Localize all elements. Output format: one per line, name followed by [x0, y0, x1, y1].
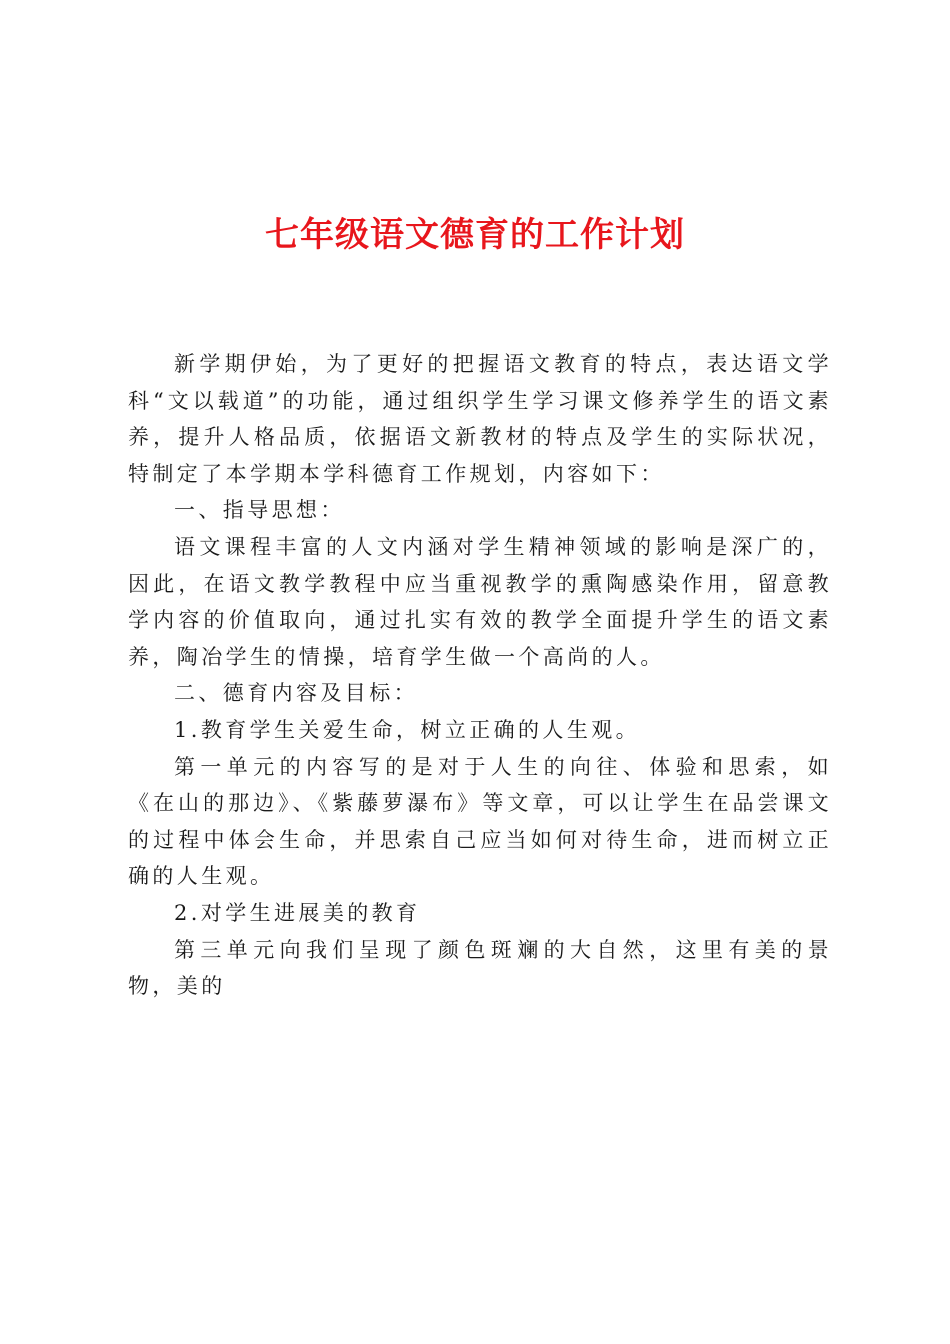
subheading-life-education: 1.教育学生关爱生命，树立正确的人生观。: [174, 717, 641, 742]
document-body: [128, 346, 832, 1005]
document-title: 七年级语文德育的工作计划: [265, 215, 685, 255]
heading-content-goals: 二、德育内容及目标：: [174, 681, 418, 706]
paragraph-guiding-thought: 语文课程丰富的人文内涵对学生精神领域的影响是深广的，因此，在语文教学教程中应当重视教学的熏陶感染作用，留意教学内容的价值取向，通过扎实有效的教学全面提升学生的语文素养，陶冶学生的情操，培育学生做一个高尚的人。: [128, 534, 832, 669]
paragraph-unit-one: 第一单元的内容写的是对于人生的向往、体验和思索，如《在山的那边》、《紫藤萝瀑布》等文章，可以让学生在品尝课文的过程中体会生命，并思索自己应当如何对待生命，进而树立正确的人生观。: [128, 754, 832, 889]
heading-guiding-thought: 一、指导思想：: [174, 498, 345, 523]
paragraph-unit-three: 第三单元向我们呈现了颜色斑斓的大自然，这里有美的景物，美的: [128, 937, 832, 999]
subheading-beauty-education: 2.对学生进展美的教育: [174, 900, 421, 925]
paragraph-intro: 新学期伊始，为了更好的把握语文教育的特点，表达语文学科“文以载道”的功能，通过组织学生学习课文修养学生的语文素养，提升人格品质，依据语文新教材的特点及学生的实际状况，特制定了本学期本学科德育工作规划，内容如下：: [128, 352, 832, 486]
